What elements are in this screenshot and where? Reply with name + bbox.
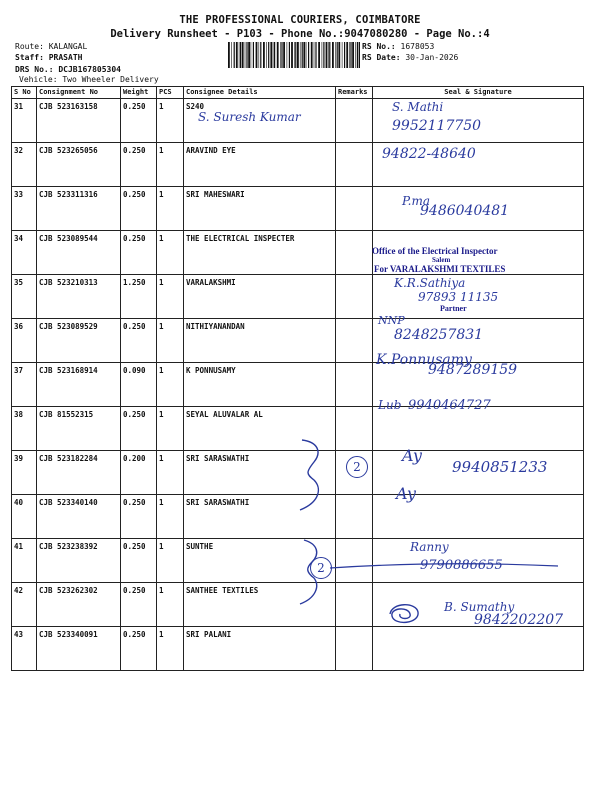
cell-consignment: CJB 523089544 (37, 231, 121, 275)
barcode-bar (349, 42, 350, 68)
barcode-bar (303, 42, 305, 68)
cell-remarks (336, 495, 373, 539)
barcode-bar (311, 42, 313, 68)
barcode-bar (295, 42, 296, 68)
barcode-bar (266, 42, 267, 68)
cell-sno: 43 (12, 627, 37, 671)
handwritten-signature: Lub (378, 398, 402, 412)
handwritten-signature: P.ma (402, 194, 430, 208)
barcode-bar (318, 42, 320, 68)
barcode-bar (328, 42, 329, 68)
cell-sno: 41 (12, 539, 37, 583)
barcode-bar (294, 42, 295, 68)
col-header-pcs: PCS (157, 87, 184, 99)
handwritten-phone: 9790886655 (420, 558, 503, 573)
cell-pcs: 1 (157, 539, 184, 583)
barcode-bar (245, 42, 246, 68)
barcode-bar (326, 42, 328, 68)
cell-weight: 0.250 (121, 143, 157, 187)
barcode-bar (300, 42, 301, 68)
count-circle: 2 (310, 557, 332, 579)
cell-consignee: ARAVIND EYE (184, 143, 336, 187)
barcode-bar (277, 42, 279, 68)
cell-remarks (336, 363, 373, 407)
barcode-bar (236, 42, 238, 68)
cell-consignee: SEYAL ALUVALAR AL (184, 407, 336, 451)
cell-consignee: SRI MAHESWARI (184, 187, 336, 231)
bracket-mark (292, 436, 332, 514)
cell-sno: 36 (12, 319, 37, 363)
barcode-bar (268, 42, 269, 68)
count-circle: 2 (346, 456, 368, 478)
cell-consignee: SUNTHE (184, 539, 336, 583)
cell-consignee: NITHIYANANDAN (184, 319, 336, 363)
drs-value: DCJB167805304 (58, 65, 121, 74)
barcode-bar (259, 42, 260, 68)
cell-remarks (336, 627, 373, 671)
barcode-bar (280, 42, 281, 68)
barcode-bar (352, 42, 354, 68)
table-row (12, 627, 584, 671)
barcode-bar (263, 42, 265, 68)
cell-sno: 37 (12, 363, 37, 407)
cell-consignee: THE ELECTRICAL INSPECTER (184, 231, 336, 275)
cell-weight: 0.250 (121, 99, 157, 143)
cell-weight: 0.250 (121, 187, 157, 231)
barcode-bar (329, 42, 330, 68)
rs-date-field (362, 52, 458, 63)
cell-remarks (336, 99, 373, 143)
cell-consignment: CJB 523210313 (37, 275, 121, 319)
barcode-bar (234, 42, 235, 68)
cell-consignee: SRI PALANI (184, 627, 336, 671)
cell-consignment: CJB 523340140 (37, 495, 121, 539)
cell-remarks (336, 583, 373, 627)
table-header-row (12, 87, 584, 99)
rs-no-field (362, 41, 434, 52)
sheet-title: THE PROFESSIONAL COURIERS, COIMBATORE (179, 14, 421, 26)
barcode-bar (283, 42, 285, 68)
cell-consignment: CJB 523262302 (37, 583, 121, 627)
business-stamp-line: For VARALAKSHMI TEXTILES (374, 264, 506, 274)
cell-sno: 38 (12, 407, 37, 451)
route-label: Route: (15, 42, 44, 51)
cell-weight: 0.250 (121, 495, 157, 539)
barcode-bar (256, 42, 258, 68)
barcode-bar (344, 42, 345, 68)
barcode-bar (251, 42, 252, 68)
col-header-remarks: Remarks (336, 87, 373, 99)
handwritten-signature: S. Mathi (392, 100, 444, 114)
vehicle-value: Two Wheeler Delivery (62, 75, 159, 84)
barcode-bar (350, 42, 351, 68)
cell-weight: 0.200 (121, 451, 157, 495)
rs-no-label: RS No.: (362, 42, 396, 51)
sheet-subtitle: Delivery Runsheet - P103 - Phone No.:9047080280 - Page No.:4 (110, 28, 490, 40)
rs-date-label: RS Date: (362, 53, 401, 62)
barcode-bar (335, 42, 336, 68)
cell-consignee: SANTHEE TEXTILES (184, 583, 336, 627)
barcode-bar (302, 42, 303, 68)
barcode-bar (355, 42, 356, 68)
cell-pcs: 1 (157, 319, 184, 363)
barcode-bar (260, 42, 261, 68)
barcode-bar (281, 42, 282, 68)
cell-consignment: CJB 523265056 (37, 143, 121, 187)
handwritten-phone: 9487289159 (428, 362, 518, 378)
table-row (12, 143, 584, 187)
office-stamp-line: Salem (432, 256, 451, 264)
handwritten-phone: 97893 11135 (418, 290, 499, 304)
staff-field (15, 52, 82, 63)
cell-pcs: 1 (157, 407, 184, 451)
cell-signature (373, 627, 584, 671)
cell-sno: 35 (12, 275, 37, 319)
barcode-bar (248, 42, 250, 68)
barcode-bar (314, 42, 315, 68)
cell-remarks (336, 187, 373, 231)
barcode-bar (338, 42, 340, 68)
handwritten-phone: 9486040481 (420, 203, 510, 219)
cell-pcs: 1 (157, 583, 184, 627)
vehicle-field (19, 74, 159, 85)
rs-date-value: 30-Jan-2026 (405, 53, 459, 62)
handwritten-phone: 94822-48640 (382, 146, 476, 162)
office-stamp-line: Office of the Electrical Inspector (372, 246, 498, 256)
barcode-bar (342, 42, 343, 68)
barcode-bar (242, 42, 244, 68)
col-header-sno: S No (12, 87, 37, 99)
handwritten-phone: 8248257831 (394, 327, 484, 343)
handwritten-phone: 9940851233 (452, 458, 548, 476)
cell-weight: 0.250 (121, 627, 157, 671)
barcode-bar (228, 42, 230, 68)
col-header-weight: Weight (121, 87, 157, 99)
cell-remarks (336, 319, 373, 363)
cell-consignment: CJB 523168914 (37, 363, 121, 407)
barcode-bar (246, 42, 247, 68)
cell-consignment: CJB 523340091 (37, 627, 121, 671)
drs-label: DRS No.: (15, 65, 54, 74)
handwritten-note: K.R.Sathiya (394, 276, 466, 290)
cell-pcs: 1 (157, 143, 184, 187)
barcode-bar (297, 42, 299, 68)
barcode-bar (274, 42, 275, 68)
cell-remarks (336, 231, 373, 275)
barcode-bar (332, 42, 334, 68)
barcode-bar (291, 42, 293, 68)
cell-pcs: 1 (157, 99, 184, 143)
cell-consignment: CJB 523089529 (37, 319, 121, 363)
barcode-bar (306, 42, 307, 68)
cell-weight: 0.250 (121, 319, 157, 363)
barcode-bar (270, 42, 272, 68)
business-stamp-line: Partner (440, 304, 467, 313)
cell-weight: 0.250 (121, 539, 157, 583)
table-row (12, 319, 584, 363)
staff-label: Staff: (15, 53, 44, 62)
col-header-consignment: Consignment No (37, 87, 121, 99)
barcode-bar (323, 42, 324, 68)
barcode-bar (240, 42, 241, 68)
cell-consignment: CJB 523311316 (37, 187, 121, 231)
barcode-bar (315, 42, 316, 68)
cell-consignee: K PONNUSAMY (184, 363, 336, 407)
barcode-bar (289, 42, 290, 68)
cell-consignee: SRI SARASWATHI (184, 451, 336, 495)
cell-consignee: S240 (184, 99, 336, 143)
handwritten-signature: Ay (402, 446, 422, 465)
cell-pcs: 1 (157, 627, 184, 671)
barcode-bar (273, 42, 274, 68)
cell-sno: 32 (12, 143, 37, 187)
handwritten-signature: K.Ponnusamy (376, 352, 472, 368)
handwritten-signature: NNP (378, 314, 405, 327)
cell-sno: 42 (12, 583, 37, 627)
barcode-bar (359, 42, 360, 68)
col-header-consignee: Consignee Details (184, 87, 336, 99)
scribble-mark (386, 600, 422, 628)
handwritten-signature: Ranny (410, 540, 449, 554)
cell-weight: 0.250 (121, 231, 157, 275)
barcode-bar (287, 42, 288, 68)
cell-pcs: 1 (157, 363, 184, 407)
handwritten-phone: 9842202207 (474, 612, 564, 628)
cell-remarks (336, 275, 373, 319)
barcode-bar (357, 42, 358, 68)
barcode-bar (231, 42, 232, 68)
cell-weight: 1.250 (121, 275, 157, 319)
staff-value: PRASATH (48, 53, 83, 62)
barcode-bar (346, 42, 348, 68)
route-value: KALANGAL (48, 42, 88, 51)
cell-pcs: 1 (157, 275, 184, 319)
cell-weight: 0.250 (121, 407, 157, 451)
barcode-bar (337, 42, 338, 68)
barcode-bar (308, 42, 309, 68)
cell-consignment: CJB 523238392 (37, 539, 121, 583)
route-field (15, 41, 87, 52)
cell-sno: 31 (12, 99, 37, 143)
cell-consignment: CJB 81552315 (37, 407, 121, 451)
cell-sno: 39 (12, 451, 37, 495)
barcode-image (228, 42, 360, 68)
handwritten-phone: 9952117750 (392, 118, 482, 134)
handwritten-phone: 9940464727 (408, 398, 491, 413)
cell-consignment: CJB 523163158 (37, 99, 121, 143)
col-header-signature: Seal & Signature (373, 87, 584, 99)
cell-weight: 0.090 (121, 363, 157, 407)
barcode-bar (239, 42, 240, 68)
cell-pcs: 1 (157, 451, 184, 495)
cell-sno: 33 (12, 187, 37, 231)
cell-weight: 0.250 (121, 583, 157, 627)
cell-sno: 40 (12, 495, 37, 539)
cell-pcs: 1 (157, 231, 184, 275)
barcode-bar (253, 42, 254, 68)
barcode-bar (322, 42, 323, 68)
cell-consignment: CJB 523182284 (37, 451, 121, 495)
handwritten-name: S. Suresh Kumar (198, 110, 301, 124)
cell-consignee: SRI SARASWATHI (184, 495, 336, 539)
cell-pcs: 1 (157, 187, 184, 231)
vehicle-label: Vehicle: (19, 75, 58, 84)
cell-sno: 34 (12, 231, 37, 275)
cell-pcs: 1 (157, 495, 184, 539)
rs-no-value: 1678053 (400, 42, 435, 51)
cell-remarks (336, 143, 373, 187)
cell-signature (373, 407, 584, 451)
cell-consignee: VARALAKSHMI (184, 275, 336, 319)
handwritten-signature: Ay (396, 484, 416, 503)
handwritten-signature: B. Sumathy (444, 600, 515, 614)
cell-remarks (336, 407, 373, 451)
